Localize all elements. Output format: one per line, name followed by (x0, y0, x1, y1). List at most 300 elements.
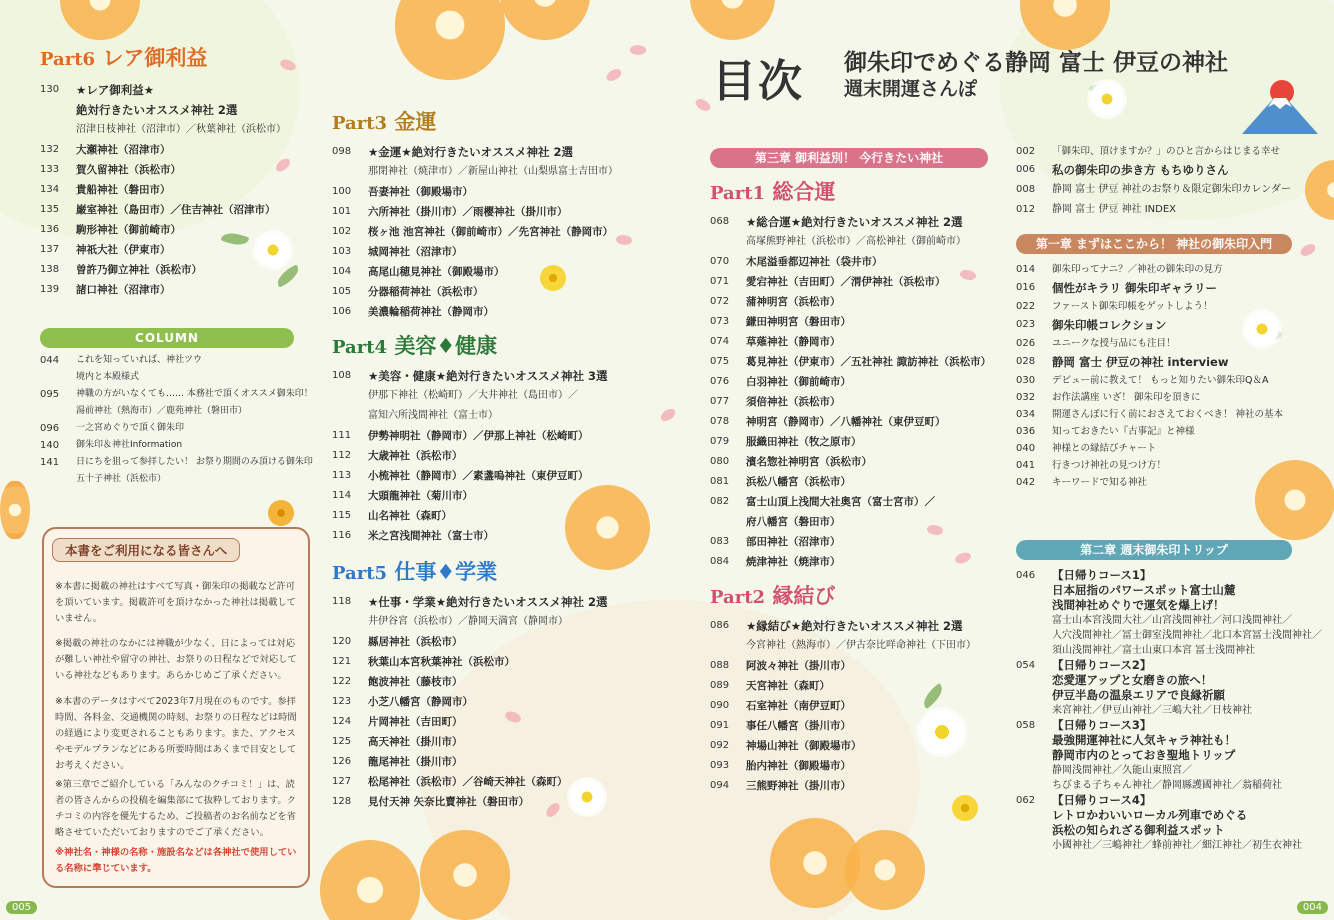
toc-entry (710, 716, 976, 736)
toc-entry-text: 【日帰りコース3】 (1052, 718, 1152, 732)
chapter2-band: 第二章 週末御朱印トリップ (1016, 540, 1292, 560)
toc-entry (1016, 278, 1283, 298)
toc-entry-text: お作法講座 いざ！ 御朱印を頂きに (1052, 392, 1201, 403)
toc-entry (1016, 457, 1283, 474)
part3-list (332, 142, 618, 322)
chapter3-part2-title: Part2 縁結び (710, 583, 836, 608)
toc-page-number: 082 (710, 496, 730, 507)
column-entry (40, 386, 313, 403)
toc-page-number: 058 (1016, 720, 1036, 731)
toc-entry (332, 486, 608, 506)
toc-entry (1016, 372, 1283, 389)
toc-entry-text: 富士山本宮浅間大社／山宮浅間神社／河口浅間神社／ (1052, 615, 1292, 626)
toc-page-number (710, 636, 746, 656)
toc-page-number: 028 (1016, 356, 1036, 367)
column-entry (40, 471, 313, 488)
toc-entry (1016, 406, 1283, 423)
column-page-number: 141 (40, 457, 60, 468)
toc-entry-text: 米之宮浅間神社（富士市） (368, 530, 494, 542)
toc-page-number: 112 (332, 450, 352, 461)
column-page-number: 095 (40, 389, 60, 400)
toc-page-number (1016, 808, 1052, 823)
toc-page-number: 103 (332, 246, 352, 257)
toc-entry-text: レトロかわいいローカル列車でめぐる (1052, 808, 1248, 822)
toc-page-number: 075 (710, 356, 730, 367)
notice-paragraph-2: ※掲載の神社のなかには神職が少なく、日によっては対応が難しい神社や留守の神社、お祭りの日程などで対応している神社などもあります。あらかじめご了承ください。 (55, 638, 297, 682)
toc-entry-text: 蒲神明宮（浜松市） (746, 296, 841, 308)
toc-entry-text: 飽波神社（藤枝市） (368, 676, 463, 688)
toc-entry-text: 浅間神社めぐりで運気を爆上げ！ (1052, 598, 1225, 612)
toc-entry (710, 312, 991, 332)
toc-entry (1016, 315, 1283, 335)
column-entry-text: 神職の方がいなくても…… 本務社で頂くオススメ御朱印！ (76, 389, 313, 399)
toc-entry (1016, 180, 1291, 200)
toc-entry-text: 焼津神社（焼津市） (746, 556, 841, 568)
toc-page-number: 068 (710, 216, 730, 227)
toc-entry-text: 神明宮（静岡市）／八幡神社（東伊豆町） (746, 416, 946, 428)
toc-page-number: 120 (332, 636, 352, 647)
toc-entry (1016, 823, 1322, 838)
toc-entry-text: 巌室神社（島田市）／住吉神社（沼津市） (76, 204, 276, 216)
toc-entry-text: 秋葉山本宮秋葉神社（浜松市） (368, 656, 515, 668)
toc-entry (710, 616, 976, 636)
toc-page-number: 121 (332, 656, 352, 667)
column-entry (40, 403, 313, 420)
toc-entry (332, 282, 618, 302)
notice-paragraph-1: ※本書に掲載の神社はすべて写真・御朱印の掲載など許可を頂いています。掲載許可を頂けなかった神社は掲載していません。 (55, 581, 296, 625)
toc-page-number: 098 (332, 146, 352, 157)
toc-page-number (40, 120, 76, 140)
toc-entry-text: 静岡 富士 伊豆 神社 INDEX (1052, 204, 1177, 215)
toc-entry (1016, 808, 1322, 823)
toc-page-number (332, 386, 368, 406)
toc-entry (40, 220, 286, 240)
toc-entry (332, 222, 618, 242)
toc-page-number (1016, 598, 1052, 613)
toc-entry (710, 392, 991, 412)
toc-entry (1016, 568, 1322, 583)
toc-entry-text: 神祇大社（伊東市） (76, 244, 171, 256)
toc-entry-text: 龍尾神社（掛川市） (368, 756, 463, 768)
column-page-number: 096 (40, 423, 60, 434)
toc-page-number: 126 (332, 756, 352, 767)
toc-page-number: 106 (332, 306, 352, 317)
toc-entry (710, 352, 991, 372)
toc-entry-text: 神様との縁結びチャート (1052, 443, 1157, 454)
toc-entry-text: ★美容・健康★絶対行きたいオススメ神社 3選 (368, 369, 608, 383)
toc-entry-text: 静岡浅間神社／久能山東照宮／ (1052, 765, 1192, 776)
toc-page-number: 108 (332, 370, 352, 381)
toc-entry (710, 552, 991, 572)
toc-entry-text: ユニークな授与品にも注目！ (1052, 338, 1176, 349)
toc-page-number (1016, 733, 1052, 748)
notice-paragraph-3: ※本書のデータはすべて2023年7月現在のものです。参拝時間、各料金、交通機関の時刻、お祭りの日程などは時間の経過により変更されることもあります。また、アクセスやモデルプランなどにある所要時間はあくまで目安としてお考えください。 (55, 696, 297, 772)
column-entry (40, 369, 313, 386)
toc-page-number: 086 (710, 620, 730, 631)
toc-page-number: 036 (1016, 426, 1036, 437)
toc-entry (332, 712, 608, 732)
toc-page-number (1016, 673, 1052, 688)
toc-page-number: 023 (1016, 319, 1036, 330)
toc-entry-text: 静岡 富士 伊豆 神社のお祭り＆限定御朱印カレンダー (1052, 184, 1291, 195)
toc-page-number: 078 (710, 416, 730, 427)
toc-page-number: 080 (710, 456, 730, 467)
toc-entry (1016, 200, 1291, 220)
toc-entry (40, 280, 286, 300)
toc-entry-text: 【日帰りコース2】 (1052, 658, 1152, 672)
toc-entry (332, 386, 608, 406)
column-entry-text: 五十子神社（浜松市） (76, 474, 167, 484)
toc-page-number (1016, 823, 1052, 838)
toc-page-number: 101 (332, 206, 352, 217)
toc-page-number: 105 (332, 286, 352, 297)
toc-page-number (710, 232, 746, 252)
toc-page-number: 100 (332, 186, 352, 197)
toc-entry (40, 160, 286, 180)
toc-entry-text: 富士山頂上浅間大社奥宮（富士宮市）／ (746, 496, 935, 508)
toc-entry (1016, 763, 1322, 778)
part3-title: Part3 金運 (332, 109, 437, 134)
toc-entry-text: 【日帰りコース4】 (1052, 793, 1152, 807)
toc-entry-text: 静岡 富士 伊豆の神社 interview (1052, 355, 1229, 369)
page-number-left: 005 (6, 901, 37, 914)
toc-entry-text: 井伊谷宮（浜松市）／静岡天満宮（静岡市） (368, 616, 568, 627)
toc-entry (710, 532, 991, 552)
column-page-number (40, 369, 76, 386)
toc-entry-text: 天宮神社（森町） (746, 680, 830, 692)
column-list (40, 352, 313, 488)
toc-entry (1016, 628, 1322, 643)
toc-page-number: 088 (710, 660, 730, 671)
toc-entry (1016, 778, 1322, 793)
toc-page-number: 074 (710, 336, 730, 347)
toc-entry (710, 776, 976, 796)
part5-title: Part5 仕事♦学業 (332, 559, 498, 584)
toc-entry (332, 202, 618, 222)
toc-page-number (1016, 643, 1052, 658)
toc-entry (332, 302, 618, 322)
toc-entry (710, 676, 976, 696)
toc-entry-text: 浜松の知られざる御利益スポット (1052, 823, 1225, 837)
toc-entry (332, 732, 608, 752)
toc-page-number: 014 (1016, 264, 1036, 275)
toc-page-number: 022 (1016, 301, 1036, 312)
orange-slice-icon (500, 0, 590, 40)
toc-entry-text: 沼津日枝神社（沼津市）／秋葉神社（浜松市） (76, 124, 286, 135)
chapter3-band: 第三章 御利益別！ 今行きたい神社 (710, 148, 988, 168)
toc-page-number: 091 (710, 720, 730, 731)
toc-entry-text: 【日帰りコース1】 (1052, 568, 1152, 582)
toc-page-number: 079 (710, 436, 730, 447)
toc-entry (1016, 423, 1283, 440)
toc-entry-text: 三熊野神社（掛川市） (746, 780, 851, 792)
toc-entry (710, 756, 976, 776)
toc-entry-text: 御朱印帳コレクション (1052, 318, 1167, 332)
toc-entry-text: 賀久留神社（浜松市） (76, 164, 181, 176)
column-entry (40, 437, 313, 454)
column-page-number: 044 (40, 355, 60, 366)
toc-entry (710, 656, 976, 676)
toc-entry (710, 292, 991, 312)
part5-list (332, 592, 608, 812)
book-subtitle: 週末開運さんぽ (844, 78, 978, 100)
toc-entry (1016, 613, 1322, 628)
toc-page-number: 040 (1016, 443, 1036, 454)
toc-page-number: 092 (710, 740, 730, 751)
toc-page-number: 089 (710, 680, 730, 691)
toc-entry (332, 632, 608, 652)
toc-entry (332, 526, 608, 546)
toc-entry (1016, 583, 1322, 598)
toc-entry (1016, 733, 1322, 748)
column-entry-text: 一之宮めぐりで頂く御朱印 (76, 423, 185, 433)
toc-entry-text: 事任八幡宮（掛川市） (746, 720, 851, 732)
toc-entry-text: 分器稲荷神社（浜松市） (368, 286, 484, 298)
toc-entry (40, 80, 286, 100)
column-entry-text: 日にちを狙って参拝したい！ お祭り期間のみ頂ける御朱印 (76, 457, 313, 467)
toc-page-number: 125 (332, 736, 352, 747)
toc-entry (1016, 718, 1322, 733)
toc-page-number: 054 (1016, 660, 1036, 671)
toc-page-number: 128 (332, 796, 352, 807)
toc-entry (332, 672, 608, 692)
toc-page-number: 071 (710, 276, 730, 287)
toc-page-number (1016, 748, 1052, 763)
toc-page-number: 133 (40, 164, 60, 175)
toc-entry-text: 鎌田神明宮（磐田市） (746, 316, 851, 328)
toc-entry (1016, 440, 1283, 457)
toc-entry-text: 愛宕神社（吉田町）／渭伊神社（浜松市） (746, 276, 946, 288)
toc-entry-text: 貴船神社（磐田市） (76, 184, 171, 196)
toc-entry (332, 182, 618, 202)
toc-entry (1016, 793, 1322, 808)
toc-entry-text: 伊豆半島の温泉エリアで良縁祈願 (1052, 688, 1225, 702)
toc-page-number: 111 (332, 430, 352, 441)
toc-entry-text: 草薙神社（静岡市） (746, 336, 841, 348)
toc-page-number: 132 (40, 144, 60, 155)
toc-entry (332, 592, 608, 612)
part4-list (332, 366, 608, 546)
toc-entry (1016, 838, 1322, 853)
toc-page-number: 139 (40, 284, 60, 295)
toc-entry-text: 木尾溢垂都辺神社（袋井市） (746, 256, 883, 268)
toc-page-number: 116 (332, 530, 352, 541)
toc-entry (332, 652, 608, 672)
toc-entry-text: 浜松八幡宮（浜松市） (746, 476, 851, 488)
toc-entry-text: 須倍神社（浜松市） (746, 396, 841, 408)
toc-page-number: 077 (710, 396, 730, 407)
toc-entry (1016, 673, 1322, 688)
toc-entry-text: 須山浅間神社／富士山東口本宮 冨士浅間神社 (1052, 645, 1256, 656)
toc-page-number: 137 (40, 244, 60, 255)
toc-entry-text: 小梳神社（静岡市）／素盞嗚神社（東伊豆町） (368, 470, 589, 482)
toc-page-number: 076 (710, 376, 730, 387)
toc-entry (710, 332, 991, 352)
toc-entry-text: 諸口神社（沼津市） (76, 284, 171, 296)
toc-page-number: 123 (332, 696, 352, 707)
toc-entry-text: 最強開運神社に人気キャラ神社も！ (1052, 733, 1236, 747)
toc-entry (40, 240, 286, 260)
chapter3-part2-list (710, 616, 976, 796)
toc-page-number: 030 (1016, 375, 1036, 386)
toc-entry-text: キーワードで知る神社 (1052, 477, 1148, 488)
toc-entry-text: 私の御朱印の歩き方 もちゆりさん (1052, 163, 1229, 177)
toc-entry (1016, 143, 1291, 160)
toc-entry (1016, 389, 1283, 406)
toc-page-number: 072 (710, 296, 730, 307)
toc-page-number: 113 (332, 470, 352, 481)
toc-entry (40, 120, 286, 140)
toc-page-number (332, 162, 368, 182)
column-entry-text: これを知っていれば、神社ツウ (76, 355, 203, 365)
toc-entry-text: 白羽神社（御前崎市） (746, 376, 851, 388)
toc-page-number: 090 (710, 700, 730, 711)
toc-entry (1016, 261, 1283, 278)
toc-entry-text: 大瀬神社（沼津市） (76, 144, 171, 156)
orange-slice-icon (420, 830, 510, 920)
toc-entry-text: 片岡神社（吉田町） (368, 716, 463, 728)
toc-entry-text: デビュー前に教えて！ もっと知りたい御朱印Q＆A (1052, 375, 1269, 386)
toc-entry (1016, 658, 1322, 673)
toc-entry (332, 162, 618, 182)
toc-entry-text: 富知六所浅間神社（富士市） (368, 410, 498, 421)
toc-page-number: 034 (1016, 409, 1036, 420)
toc-entry-text: 御朱印ってナニ？／神社の御朱印の見方 (1052, 264, 1223, 275)
toc-title: 目次 (712, 56, 804, 107)
toc-entry-text: ★金運★絶対行きたいオススメ神社 2選 (368, 145, 574, 159)
toc-page-number: 124 (332, 716, 352, 727)
toc-page-number: 127 (332, 776, 352, 787)
toc-entry (1016, 703, 1322, 718)
toc-entry-text: 行きつけ神社の見つけ方！ (1052, 460, 1167, 471)
toc-entry (40, 180, 286, 200)
toc-entry-text: 日本屈指のパワースポット富士山麓 (1052, 583, 1236, 597)
toc-page-number (40, 100, 76, 120)
toc-entry (332, 366, 608, 386)
toc-entry-text: 城岡神社（沼津市） (368, 246, 463, 258)
toc-entry (332, 792, 608, 812)
toc-entry (332, 692, 608, 712)
column-entry-text: 湯前神社（熱海市）／鹿苑神社（磐田市） (76, 406, 248, 416)
toc-entry-text: 絶対行きたいオススメ神社 2選 (76, 103, 238, 117)
toc-entry-text: ★レア御利益★ (76, 83, 155, 97)
column-entry-text: 境内と本殿様式 (76, 372, 140, 382)
toc-page-number: 134 (40, 184, 60, 195)
toc-entry-text: 服織田神社（牧之原市） (746, 436, 862, 448)
toc-page-number: 046 (1016, 570, 1036, 581)
toc-entry (332, 466, 608, 486)
toc-entry (40, 260, 286, 280)
toc-page-number (1016, 838, 1052, 853)
toc-page-number: 114 (332, 490, 352, 501)
toc-entry (710, 736, 976, 756)
toc-page-number: 084 (710, 556, 730, 567)
toc-entry-text: 人穴浅間神社／冨士御室浅間神社／北口本宮冨士浅間神社／ (1052, 630, 1322, 641)
toc-page-number: 032 (1016, 392, 1036, 403)
toc-entry-text: 神場山神社（御殿場市） (746, 740, 862, 752)
toc-entry-text: 恋愛運アップと女磨きの旅へ！ (1052, 673, 1213, 687)
toc-page-number: 006 (1016, 164, 1036, 175)
toc-entry-text: 曽許乃御立神社（浜松市） (76, 264, 202, 276)
toc-entry-text: 高天神社（掛川市） (368, 736, 463, 748)
toc-page-number: 104 (332, 266, 352, 277)
toc-entry-text: 吾妻神社（御殿場市） (368, 186, 473, 198)
book-title: 御朱印でめぐる静岡 富士 伊豆の神社 (844, 49, 1229, 76)
toc-entry (332, 242, 618, 262)
toc-entry (332, 752, 608, 772)
toc-page-number: 115 (332, 510, 352, 521)
toc-entry (710, 492, 991, 512)
toc-entry (40, 100, 286, 120)
toc-entry (710, 512, 991, 532)
toc-entry (1016, 160, 1291, 180)
column-entry-text: 御朱印＆神社Information (76, 440, 183, 450)
toc-page-number: 012 (1016, 204, 1036, 215)
toc-entry-text: 桜ヶ池 池宮神社（御前崎市）／先宮神社（静岡市） (368, 226, 614, 238)
column-page-number (40, 403, 76, 420)
toc-entry-text: 見付天神 矢奈比賣神社（磐田市） (368, 796, 530, 808)
toc-page-number: 070 (710, 256, 730, 267)
toc-entry (710, 212, 991, 232)
toc-entry-text: ★縁結び★絶対行きたいオススメ神社 2選 (746, 619, 963, 633)
toc-entry (1016, 298, 1283, 315)
toc-page-number: 130 (40, 84, 60, 95)
toc-entry (1016, 643, 1322, 658)
part4-title: Part4 美容♦健康 (332, 333, 498, 358)
chapter3-part1-list (710, 212, 991, 572)
toc-page-number (1016, 703, 1052, 718)
toc-page-number: 135 (40, 204, 60, 215)
chapter1-band: 第一章 まずはここから！ 神社の御朱印入門 (1016, 234, 1292, 254)
toc-entry-text: 「御朱印、頂けますか？」のひと言からはじまる幸せ (1052, 146, 1281, 157)
toc-page-number (332, 406, 368, 426)
column-entry (40, 352, 313, 369)
toc-entry-text: 伊勢神明社（静岡市）／伊那上神社（松崎町） (368, 430, 589, 442)
toc-entry-text: 高塚熊野神社（浜松市）／高松神社（御前崎市） (746, 236, 966, 247)
toc-page-number (332, 612, 368, 632)
toc-entry-text: ファースト御朱印帳をゲットしよう！ (1052, 301, 1213, 312)
toc-entry (332, 446, 608, 466)
toc-entry-text: 静岡市内のとっておき聖地トリップ (1052, 748, 1236, 762)
part6-list (40, 80, 286, 300)
toc-page-number: 081 (710, 476, 730, 487)
toc-entry (1016, 352, 1283, 372)
toc-entry (710, 472, 991, 492)
toc-entry (1016, 474, 1283, 491)
toc-entry-text: 高尾山穂見神社（御殿場市） (368, 266, 505, 278)
toc-page-number (1016, 778, 1052, 793)
toc-page-number (1016, 763, 1052, 778)
toc-entry-text: 小國神社／三嶋神社／蜂前神社／細江神社／初生衣神社 (1052, 840, 1302, 851)
toc-entry (332, 772, 608, 792)
toc-page-number: 083 (710, 536, 730, 547)
column-entry (40, 454, 313, 471)
toc-entry-text: 六所神社（掛川市）／雨櫻神社（掛川市） (368, 206, 568, 218)
toc-entry-text: 石室神社（南伊豆町） (746, 700, 851, 712)
toc-entry-text: 葛見神社（伊東市）／五社神社 諏訪神社（浜松市） (746, 356, 992, 368)
toc-entry-text: 大頭龍神社（菊川市） (368, 490, 473, 502)
column-page-number (40, 471, 76, 488)
toc-entry-text: 部田神社（沼津市） (746, 536, 841, 548)
toc-entry-text: 山名神社（森町） (368, 510, 452, 522)
toc-entry-text: 松尾神社（浜松市）／谷崎天神社（森町） (368, 776, 568, 788)
toc-entry-text: 濱名惣社神明宮（浜松市） (746, 456, 872, 468)
toc-page-number: 016 (1016, 282, 1036, 293)
toc-entry-text: 知っておきたい『古事記』と神様 (1052, 426, 1195, 437)
chapter1-list (1016, 261, 1283, 491)
column-band: COLUMN (40, 328, 294, 348)
toc-entry-text: ★仕事・学業★絶対行きたいオススメ神社 2選 (368, 595, 608, 609)
